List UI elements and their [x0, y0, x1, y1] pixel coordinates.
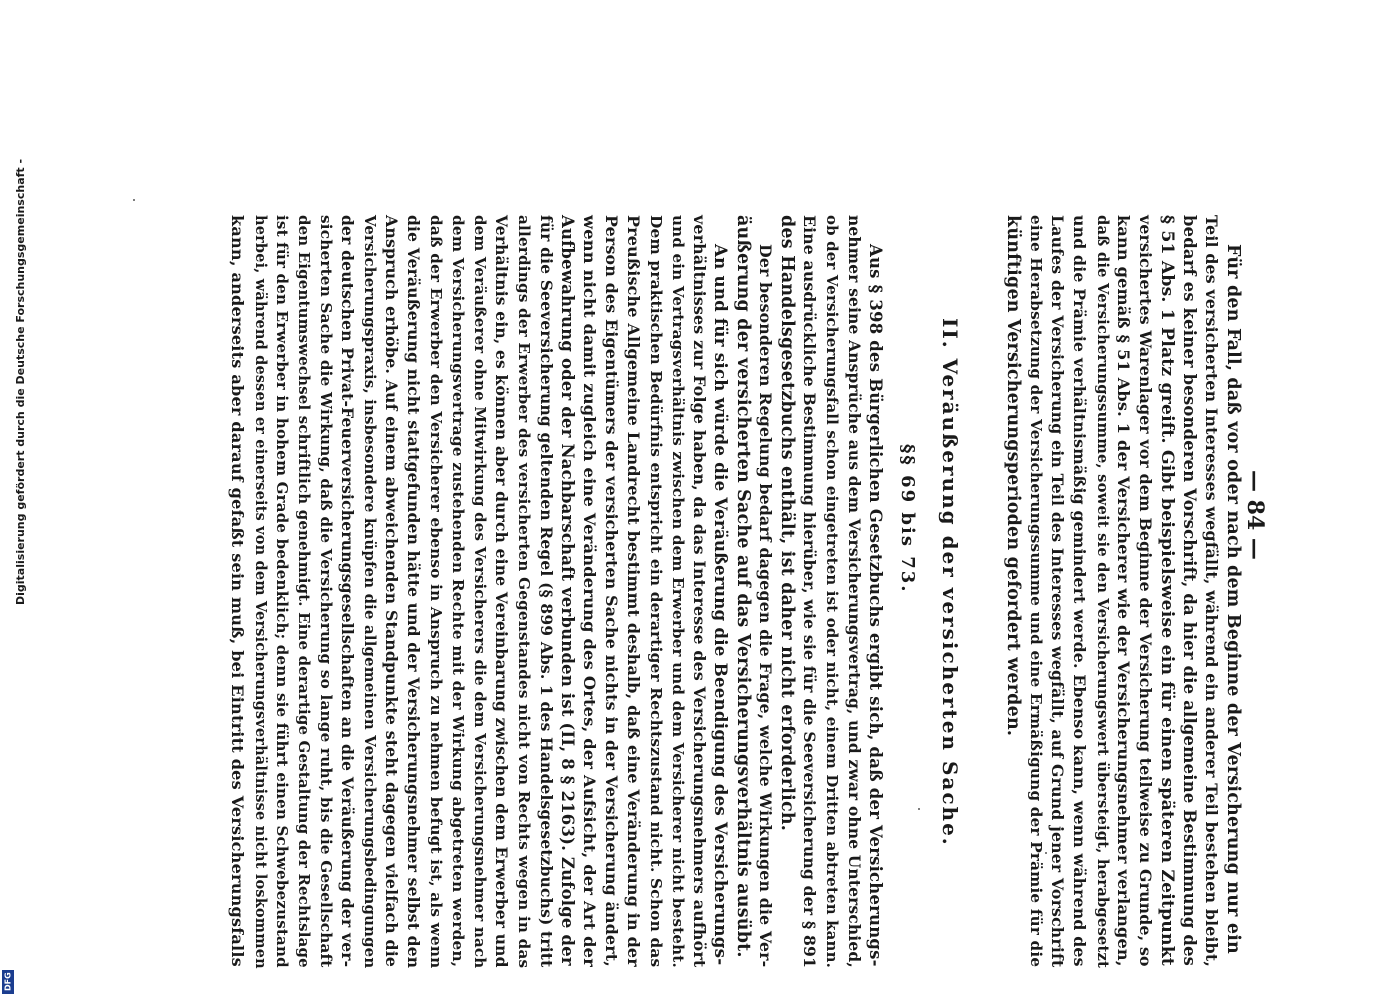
text-line: ob der Versicherungsfall schon eingetreten ist oder nicht, einem Dritten abtreten kann.: [823, 215, 841, 969]
text-line: Der besonderen Regelung bedarf dagegen die Frage, welche Wirkungen die Ver-: [756, 244, 775, 968]
text-line: herbei, während dessen er einerseits von dem Versicherungsverhältnisse nicht loskommen: [252, 215, 269, 969]
text-line: daß der Erwerber den Versicherer ebenso in Anspruch zu nehmen befugt ist, als wenn: [427, 215, 445, 969]
paragraph-range-heading: §§ 69 bis 73.: [897, 444, 918, 594]
text-line: die Veräußerung nicht stattgefunden hätte und der Versicherungsnehmer selbst den: [404, 215, 423, 969]
text-line: An und für sich würde die Veräußerung die Beendigung des Versicherungs-: [711, 244, 731, 966]
text-line: der deutschen Privat-Feuerversicherungsgesellschaften an die Veräußerung der ver-: [338, 215, 357, 968]
dfg-logo: [2, 970, 14, 994]
text-line: dem Versicherungsvertrage zustehenden Rechte mit der Wirkung abgetreten werden,: [449, 215, 467, 968]
text-line: künftigen Versicherungsperioden gefordert werden.: [1003, 215, 1023, 737]
text-line: kann gemäß § 51 Abs. 1 der Versicherer wie der Versicherungsnehmer verlangen,: [1114, 215, 1133, 967]
text-line: verhältnisses zur Folge haben, da das Interesse des Versicherungsnehmers aufhört: [690, 215, 709, 968]
text-line: Aufbewahrung oder der Nachbarschaft verbunden ist (II, 8 § 2163). Zufolge der: [558, 215, 577, 966]
text-line: Teil des versicherten Interesses wegfällt, während ein anderer Teil bestehen bleibt,: [1202, 215, 1221, 968]
text-line: Für den Fall, daß vor oder nach dem Beginne der Versicherung nur ein: [1223, 244, 1243, 954]
text-line: Versicherungspraxis, insbesondere knüpfen die allgemeinen Versicherungsbedingungen: [361, 215, 379, 969]
text-line: und ein Vertragsverhältnis zwischen dem Erwerber und dem Versicherer nicht besteht.: [669, 215, 687, 968]
text-line: Dem praktischen Bedürfnis entspricht ein derartiger Rechtszustand nicht. Schon das: [647, 215, 665, 968]
text-line: eine Herabsetzung der Versicherungssumme und eine Ermäßigung der Prämie für die: [1027, 215, 1045, 968]
scan-speck: [133, 199, 135, 201]
text-line: versichertes Warenlager vor dem Beginne der Versicherung teilweise zu Grunde, so: [1136, 215, 1155, 967]
text-line: äußerung der versicherten Sache auf das Versicherungsverhältnis ausübt.: [733, 215, 753, 958]
text-line: Verhältnis ein, es können aber durch eine Vereinbarung zwischen dem Erwerber und: [492, 215, 511, 968]
text-line: Aus § 398 des Bürgerlichen Gesetzbuchs ergibt sich, daß der Versicherungs-: [866, 244, 885, 967]
text-line: Person des Eigentümers der versicherten Sache nichts in der Versicherung ändert,: [602, 215, 621, 967]
text-line: Preußische Allgemeine Landrecht bestimmt deshalb, daß eine Veränderung in der: [624, 215, 643, 967]
text-line: allerdings der Erwerber des versicherten Gegenstandes nicht von Rechts wegen in das: [515, 215, 533, 969]
text-line: sicherten Sache die Wirkung, daß die Versicherung so lange ruht, bis die Gesellschaft: [317, 215, 335, 968]
text-line: für die Seeversicherung geltenden Regel (§ 899 Abs. 1 des Handelsgesetzbuchs) tritt: [537, 215, 555, 968]
text-line: § 51 Abs. 1 Platz greift. Gibt beispielsweise ein für einen späteren Zeitpunkt: [1157, 215, 1177, 966]
page-number: — 84 —: [1242, 470, 1268, 560]
text-line: kann, anderseits aber darauf gefaßt sein muß, bei Eintritt des Versicherungsfalls: [228, 215, 247, 967]
text-line: Anspruch erhöbe. Auf einem abweichenden Standpunkte steht dagegen vielfach die: [382, 215, 401, 968]
scan-speck: [1045, 852, 1047, 854]
section-heading: II. Veräußerung der versicherten Sache.: [938, 318, 962, 847]
text-line: nehmer seine Ansprüche aus dem Versicherungsvertrag, und zwar ohne Unterschied,: [845, 215, 863, 968]
text-line: des Handelsgesetzbuchs enthält, ist daher nicht erforderlich.: [777, 215, 797, 832]
text-line: Laufes der Versicherung ein Teil des Interesses wegfällt, auf Grund jener Vorschrift: [1048, 215, 1067, 968]
text-line: dem Veräußerer ohne Mitwirkung des Versicherers die dem Versicherungsnehmer nach: [471, 215, 489, 969]
scan-speck: [918, 808, 920, 810]
digitization-credit: Digitalisierung gefördert durch die Deutsche Forschungsgemeinschaft -: [14, 158, 27, 605]
text-line: wenn nicht damit zugleich eine Veränderung des Ortes, der Aufsicht, der Art der: [580, 215, 599, 967]
text-line: den Eigentumswechsel schriftlich genehmigt. Eine derartige Gestaltung der Rechtslage: [295, 215, 313, 968]
dfg-logo-text: DFG: [3, 972, 13, 992]
text-line: bedarf es keiner besonderen Vorschrift, da hier die allgemeine Bestimmung des: [1180, 215, 1199, 967]
text-line: und die Prämie verhältnismäßig gemindert werde. Ebenso kann, wenn während des: [1070, 215, 1089, 967]
text-line: Eine ausdrückliche Bestimmung hierüber, wie sie für die Seeversicherung der § 891: [800, 215, 819, 969]
text-line: ist für den Erwerber in hohem Grade bedenklich; denn sie führt einen Schwebezustand: [273, 215, 291, 968]
text-line: daß die Versicherungssumme, soweit sie den Versicherungswert übersteigt, herabgesetzt: [1094, 215, 1111, 968]
